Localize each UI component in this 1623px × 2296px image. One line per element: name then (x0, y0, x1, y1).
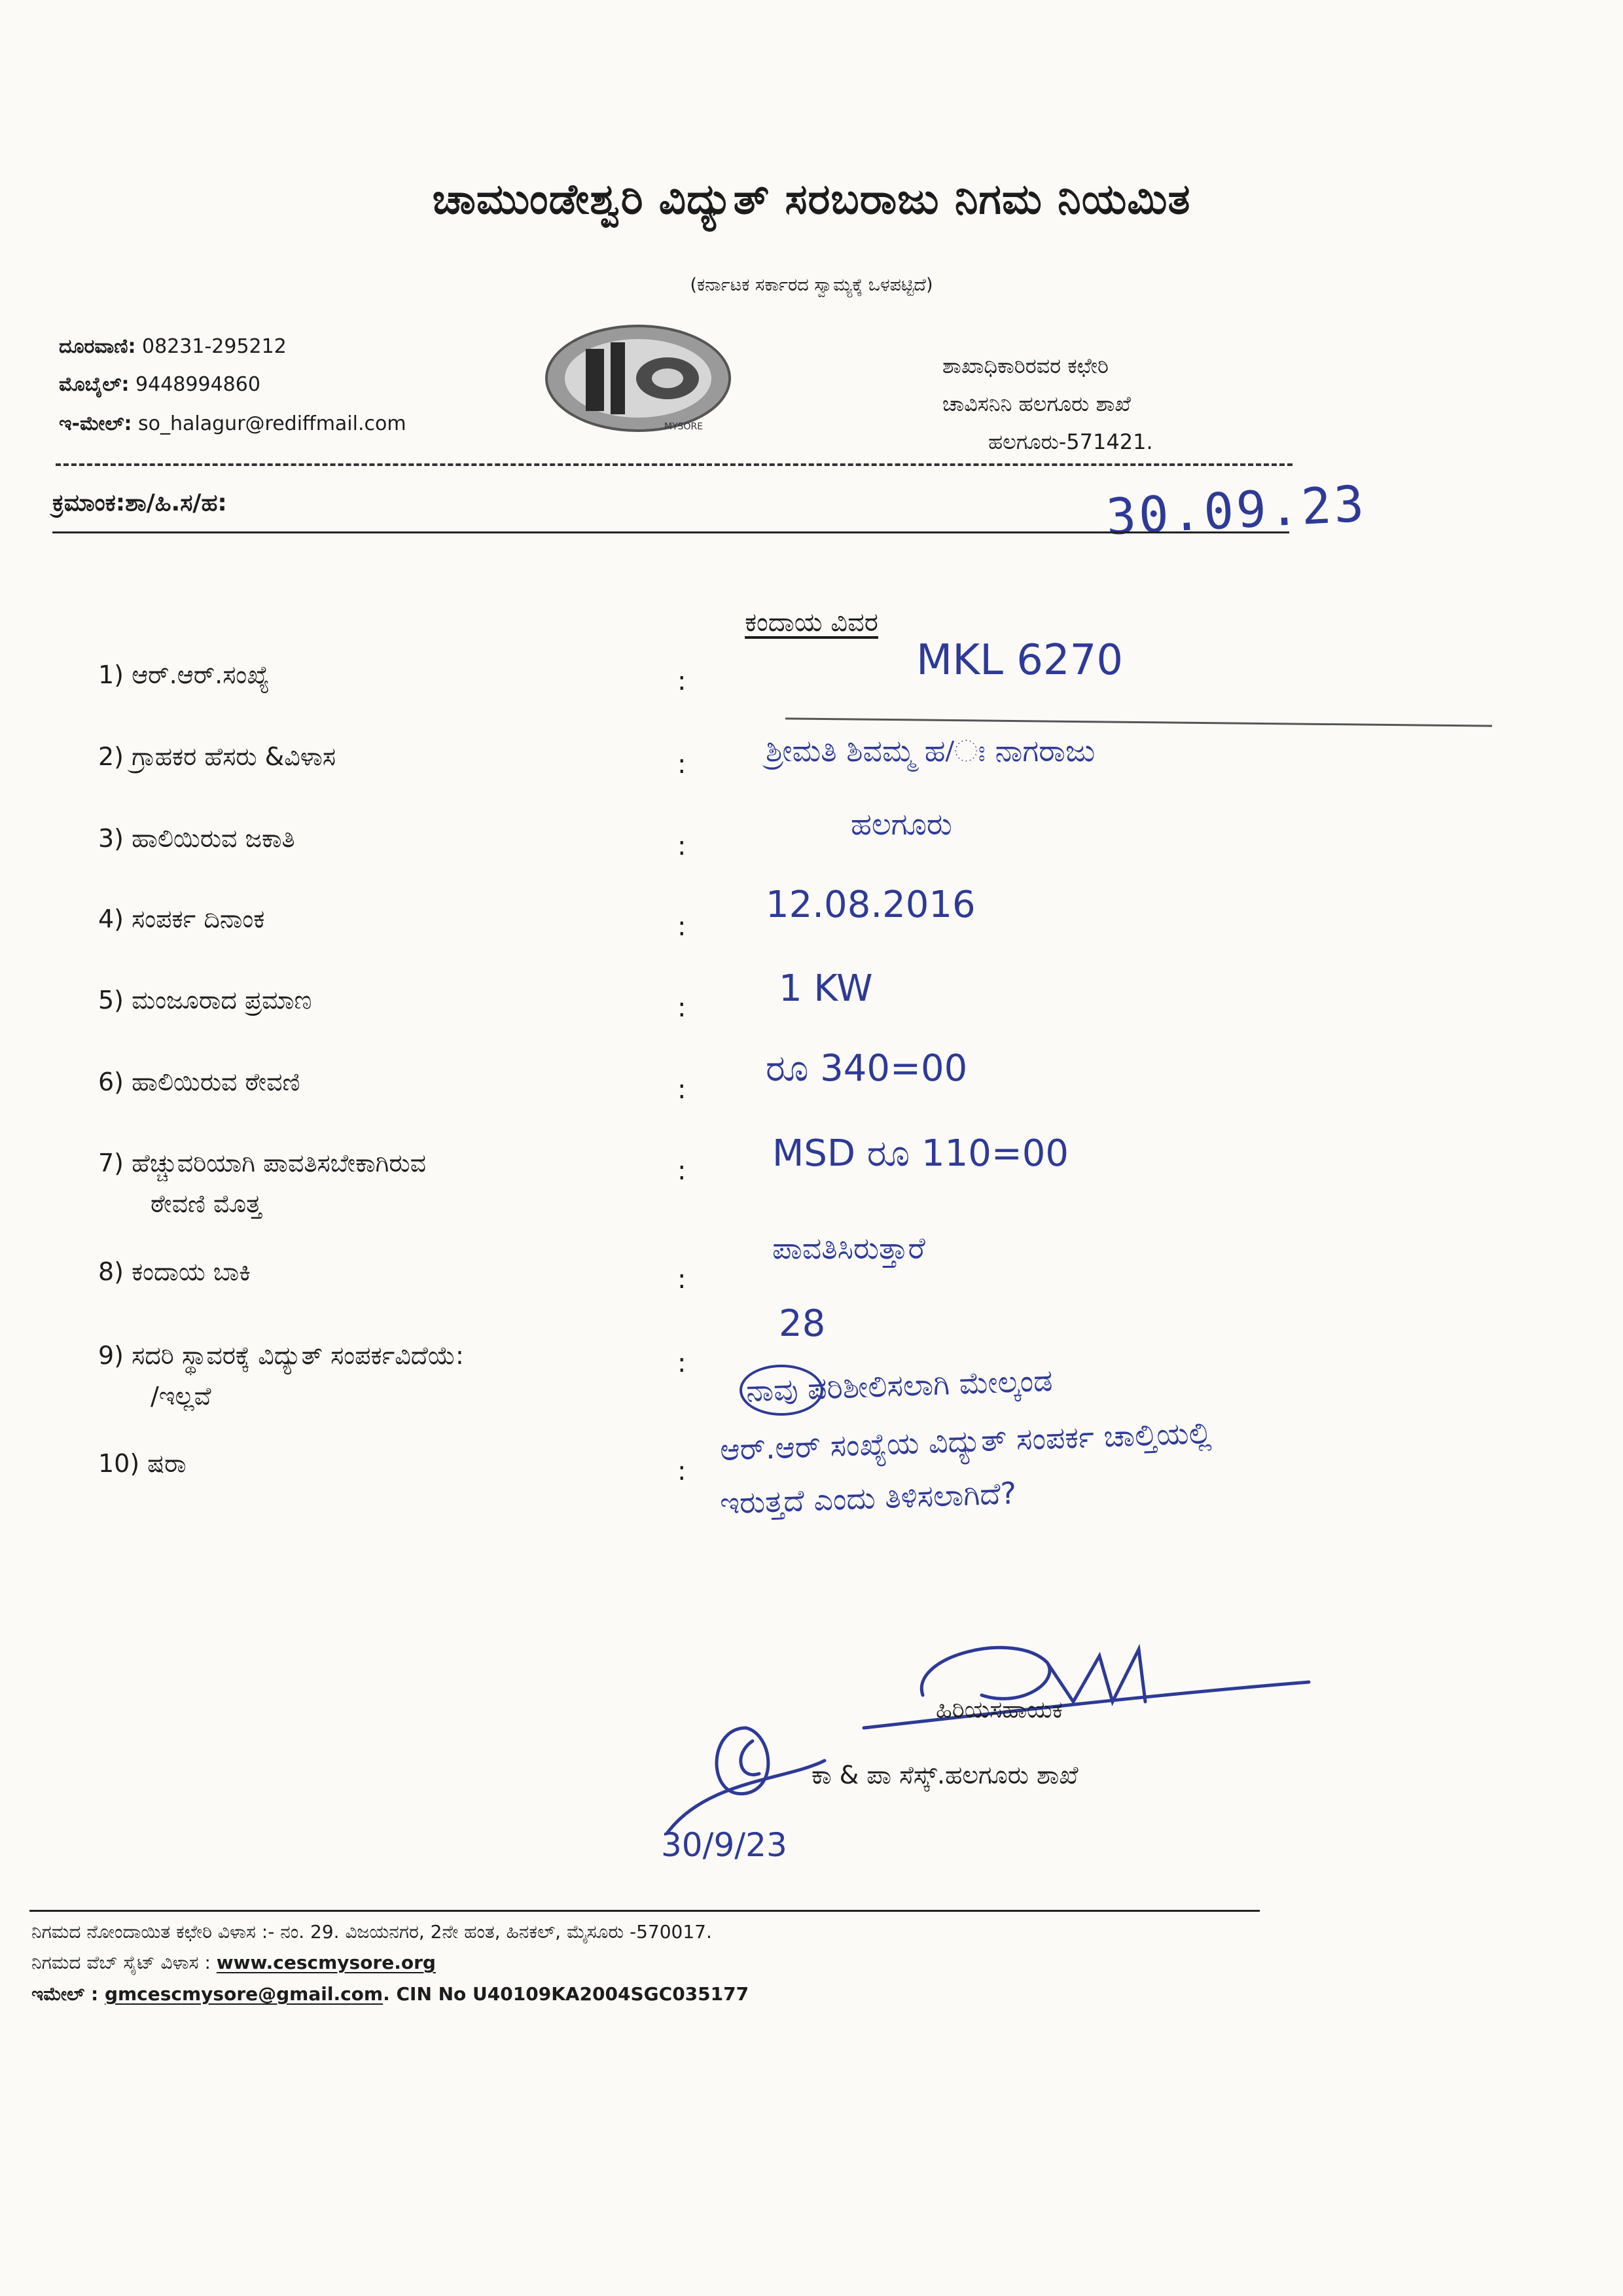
item-10-value-line-2: ಆರ್.ಆರ್ ಸಂಖ್ಯೆಯ ವಿದ್ಯುತ್ ಸಂಪರ್ಕ ಚಾಲ್ತಿಯಲ್ಲಿ (719, 1414, 1213, 1468)
item-4-colon: : (677, 912, 687, 942)
item-7-colon: : (677, 1156, 687, 1186)
item-2-value-line-1: ಶ್ರೀಮತಿ ಶಿವಮ್ಮ ಹ/ಃ ನಾಗರಾಜು (766, 733, 1096, 768)
footer-website-line (31, 1952, 436, 1974)
signatory-branch: ಕಾ & ಪಾ ಸೆಸ್ಕ್.ಹಲಗೂರು ಶಾಖೆ (812, 1761, 1079, 1789)
item-1-value: MKL 6270 (916, 636, 1124, 685)
item-1-label: 1) ಆರ್.ಆರ್.ಸಂಖ್ಯೆ (98, 660, 270, 689)
office-address (942, 347, 1153, 461)
footer-cin: . CIN No U40109KA2004SGC035177 (383, 1983, 749, 2005)
footer-website-label: ನಿಗಮದ ವೆಬ್ ಸೈಟ್ ವಿಳಾಸ : (31, 1952, 211, 1973)
reference-divider (52, 531, 1289, 533)
item-8-value: ಪಾವತಿಸಿರುತ್ತಾರೆ (772, 1230, 925, 1266)
office-line-1: ಶಾಖಾಧಿಕಾರಿರವರ ಕಛೇರಿ (942, 353, 1109, 378)
senior-assistant-signature-icon (851, 1617, 1322, 1748)
item-9-label (98, 1335, 674, 1416)
mobile-number: 9448994860 (135, 373, 260, 396)
item-6-colon: : (677, 1075, 687, 1105)
footer-email-label: ಇಮೇಲ್ : (31, 1983, 99, 2005)
email-address: so_halagur@rediffmail.com (138, 412, 406, 435)
footer-divider (29, 1910, 1260, 1912)
signatory-designation: ಹಿರಿಯಸಹಾಯಕ (936, 1696, 1063, 1723)
mobile-line (59, 373, 260, 396)
item-5-value: 1 KW (779, 967, 873, 1010)
reference-label: ಕ್ರಮಾಂಕ:ಶಾ/ಹಿ.ಸ/ಹ: (52, 490, 227, 516)
item-9-colon: : (677, 1348, 687, 1378)
item-3-label: 3) ಹಾಲಿಯಿರುವ ಜಕಾತಿ (98, 824, 295, 853)
logo-text: MYSORE (664, 422, 704, 432)
item-10-label: 10) ಷರಾ (98, 1449, 187, 1478)
item-8-label: 8) ಕಂದಾಯ ಬಾಕಿ (98, 1257, 251, 1286)
item-7-value: MSD ರೂ 110=00 (772, 1132, 1069, 1175)
email-line (59, 412, 406, 435)
item-6-label: 6) ಹಾಲಿಯಿರುವ ಠೇವಣಿ (98, 1067, 300, 1096)
item-9-value: 28 (779, 1302, 826, 1345)
item-1-colon: : (677, 666, 687, 696)
signature-date: 30/9/23 (661, 1826, 787, 1864)
item-1-underline (785, 717, 1492, 726)
item-10-value-line-1: ನಾವು ಪರಿಶೀಲಿಸಲಾಗಿ ಮೇಲ್ಕಂಡ (745, 1362, 1054, 1409)
header-divider (56, 463, 1293, 466)
item-4-value: 12.08.2016 (766, 884, 976, 926)
office-line-3: ಹಲಗೂರು-571421. (988, 429, 1153, 454)
item-5-colon: : (677, 993, 687, 1023)
phone-number: 08231-295212 (142, 335, 287, 358)
footer-email-line (31, 1983, 749, 2005)
item-9-label-line-1: 9) ಸದರಿ ಸ್ಥಾವರಕ್ಕೆ ವಿದ್ಯುತ್ ಸಂಪರ್ಕವಿದೆಯೆ: (98, 1341, 464, 1370)
item-3-colon: : (677, 831, 687, 861)
organization-name: ಚಾಮುಂಡೇಶ್ವರಿ ವಿದ್ಯುತ್ ಸರಬರಾಜು ನಿಗಮ ನಿಯಮಿತ (432, 175, 1191, 224)
item-10-colon: : (677, 1456, 687, 1486)
footer-website-link[interactable]: www.cescmysore.org (216, 1952, 436, 1973)
item-2-colon: : (677, 749, 687, 780)
item-7-label-line-2: ಠೇವಣಿ ಮೊತ್ತ (151, 1189, 262, 1218)
item-8-colon: : (677, 1265, 687, 1295)
footer-address: ನಿಗಮದ ನೋಂದಾಯಿತ ಕಛೇರಿ ವಿಳಾಸ :- ನಂ. 29. ವಿಜಯನಗರ, 2ನೇ ಹಂತ, ಹಿನಕಲ್, ಮೈಸೂರು -570017. (31, 1921, 712, 1943)
form-heading-text: ಕಂದಾಯ ವಿವರ (745, 607, 878, 637)
reference-date: 30.09.23 (1104, 474, 1368, 547)
item-7-label-line-1: 7) ಹೆಚ್ಚುವರಿಯಾಗಿ ಪಾವತಿಸಬೇಕಾಗಿರುವ (98, 1149, 426, 1177)
phone-label: ದೂರವಾಣಿ: (59, 335, 136, 358)
item-5-label: 5) ಮಂಜೂರಾದ ಪ್ರಮಾಣ (98, 986, 312, 1014)
item-7-label (98, 1143, 674, 1224)
footer-email-link[interactable]: gmcescmysore@gmail.com (104, 1983, 383, 2005)
item-4-label: 4) ಸಂಪರ್ಕ ದಿನಾಂಕ (98, 905, 265, 933)
office-line-2: ಚಾವಿಸನಿನಿ ಹಲಗೂರು ಶಾಖೆ (942, 391, 1131, 416)
phone-line (59, 335, 287, 358)
item-10-value-line-3: ಇರುತ್ತದೆ ಎಂದು ತಿಳಿಸಲಾಗಿದೆ? (719, 1475, 1018, 1521)
item-2-label: 2) ಗ್ರಾಹಕರ ಹೆಸರು &ವಿಳಾಸ (98, 742, 336, 771)
cesc-logo-icon (540, 313, 736, 444)
item-6-value: ರೂ 340=00 (766, 1047, 968, 1090)
form-heading (0, 607, 1623, 637)
email-label: ಇ-ಮೇಲ್: (59, 412, 132, 435)
item-9-label-line-2: /ಇಲ್ಲವೆ (151, 1382, 211, 1410)
item-2-value-line-2: ಹಲಗೂರು (851, 806, 952, 842)
organization-subtitle: (ಕರ್ನಾಟಕ ಸರ್ಕಾರದ ಸ್ವಾಮ್ಯಕ್ಕೆ ಒಳಪಟ್ಟಿದೆ) (690, 275, 933, 295)
mobile-label: ಮೊಬೈಲ್: (59, 373, 130, 396)
